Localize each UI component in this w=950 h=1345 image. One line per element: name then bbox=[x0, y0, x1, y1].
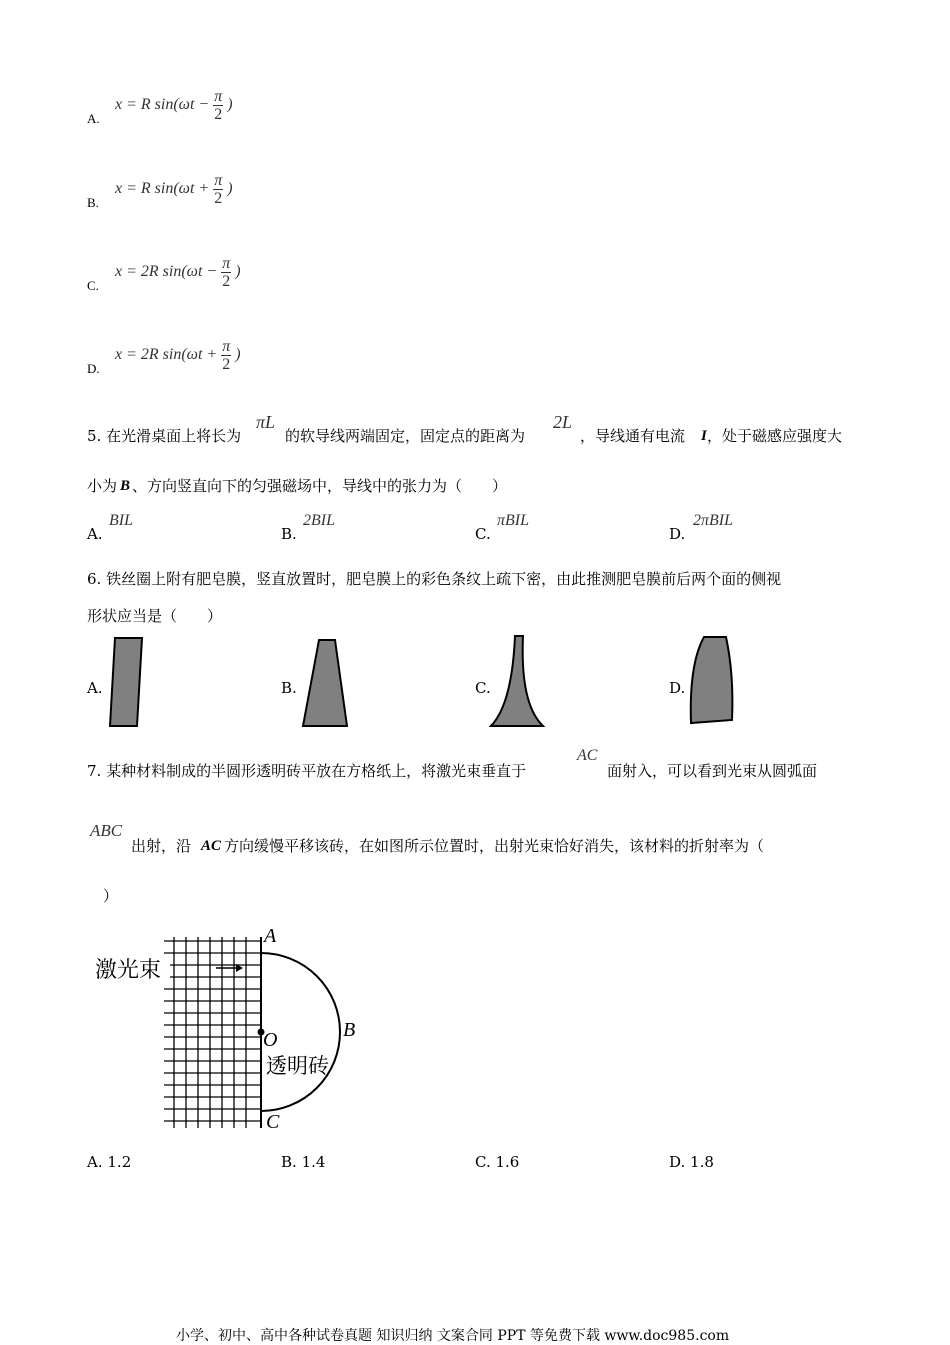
option-label: D. bbox=[669, 525, 686, 543]
q7-text-a: 7. 某种材料制成的半圆形透明砖平放在方格纸上，将激光束垂直于 bbox=[87, 762, 527, 780]
formula bbox=[115, 338, 241, 373]
q5-expr-2l: 2L bbox=[553, 412, 573, 432]
q7-text-close: ） bbox=[103, 887, 119, 905]
formula bbox=[115, 172, 233, 207]
option-value: 1.2 bbox=[107, 1153, 132, 1171]
option-value: BIL bbox=[109, 512, 133, 529]
film-profile bbox=[303, 640, 347, 726]
option-label: A. bbox=[87, 525, 103, 543]
q4-option-c[interactable] bbox=[87, 255, 241, 294]
formula bbox=[115, 255, 241, 290]
film-shape-linear-wedge bbox=[300, 638, 352, 730]
laser-label: 激光束 bbox=[95, 958, 162, 983]
fraction bbox=[221, 338, 231, 373]
fraction bbox=[213, 172, 223, 207]
option-label: A. bbox=[87, 679, 103, 697]
point-a-label: A bbox=[264, 925, 277, 947]
q7-text-c: 出射，沿 bbox=[131, 837, 192, 855]
option-label: C. bbox=[87, 278, 99, 293]
formula-close: ) bbox=[235, 346, 241, 364]
q5-text-f: 、方向竖直向下的匀强磁场中，导线中的张力为（ ） bbox=[132, 477, 508, 495]
grid-paper bbox=[164, 937, 261, 1128]
option-value: πBIL bbox=[497, 512, 530, 529]
q7-text-b: 面射入，可以看到光束从圆弧面 bbox=[607, 762, 818, 780]
q4-option-d[interactable] bbox=[87, 338, 241, 377]
q7-text-d: 方向缓慢平移该砖，在如图所示位置时，出射光束恰好消失，该材料的折射率为（ bbox=[224, 837, 765, 855]
option-value: 1.4 bbox=[301, 1153, 326, 1171]
option-label: B. bbox=[281, 1153, 297, 1171]
point-o-label: O bbox=[263, 1029, 278, 1051]
q4-option-a[interactable] bbox=[87, 88, 233, 127]
q7-figure bbox=[90, 925, 380, 1140]
fraction-numerator: π bbox=[214, 172, 223, 189]
option-label: A. bbox=[87, 1153, 103, 1171]
q5-text-e: 小为 bbox=[87, 477, 118, 495]
point-b-label: B bbox=[343, 1019, 356, 1041]
q7-option-c[interactable] bbox=[475, 1152, 519, 1172]
q5-var-i: I bbox=[701, 428, 707, 444]
formula-main: x = R sin(ωt − bbox=[115, 96, 210, 114]
film-profile bbox=[110, 638, 142, 726]
fraction bbox=[221, 255, 231, 290]
formula-main: x = 2R sin(ωt + bbox=[115, 346, 218, 364]
q6-text-line2: 形状应当是（ ） bbox=[87, 607, 223, 625]
q5-text-d: ，处于磁感应强度大 bbox=[707, 427, 843, 445]
q7-expr-ac: AC bbox=[577, 747, 598, 764]
formula-main: x = R sin(ωt + bbox=[115, 180, 210, 198]
option-label: C. bbox=[475, 679, 491, 697]
q5-var-b: B bbox=[120, 478, 131, 494]
q7-expr-abc: ABC bbox=[90, 821, 123, 840]
option-value: 1.8 bbox=[690, 1153, 714, 1171]
option-label: B. bbox=[281, 679, 297, 697]
q5-text-a: 5. 在光滑桌面上将长为 bbox=[87, 427, 242, 445]
fraction-numerator: π bbox=[222, 255, 231, 272]
q4-option-b[interactable] bbox=[87, 172, 233, 211]
q5-text-b: 的软导线两端固定，固定点的距离为 bbox=[285, 427, 526, 445]
fraction-denominator: 2 bbox=[222, 273, 231, 290]
q6-text-line1: 6. 铁丝圈上附有肥皂膜，竖直放置时，肥皂膜上的彩色条纹上疏下密，由此推测肥皂膜前后两个面的侧视 bbox=[87, 570, 782, 588]
option-label: D. bbox=[669, 1153, 686, 1171]
formula-close: ) bbox=[235, 263, 241, 281]
fraction-numerator: π bbox=[214, 88, 223, 105]
option-label: B. bbox=[281, 525, 297, 543]
option-label: D. bbox=[669, 679, 686, 697]
option-value: 2BIL bbox=[303, 512, 335, 529]
formula-close: ) bbox=[227, 180, 233, 198]
fraction-denominator: 2 bbox=[214, 106, 223, 123]
option-label: A. bbox=[87, 111, 100, 126]
formula-main: x = 2R sin(ωt − bbox=[115, 263, 218, 281]
option-label: C. bbox=[475, 1153, 491, 1171]
q7-option-a[interactable] bbox=[87, 1152, 131, 1172]
page-footer[interactable]: 小学、初中、高中各种试卷真题 知识归纳 文案合同 PPT 等免费下载 www.doc985.com bbox=[176, 1328, 730, 1344]
film-shape-convex-wedge bbox=[686, 634, 736, 728]
fraction-denominator: 2 bbox=[222, 356, 231, 373]
formula bbox=[115, 88, 233, 123]
option-value: 1.6 bbox=[495, 1153, 520, 1171]
film-shape-concave-wedge bbox=[488, 634, 548, 730]
fraction-denominator: 2 bbox=[214, 190, 223, 207]
film-profile bbox=[691, 637, 733, 723]
q5-expr-pil: πL bbox=[256, 412, 276, 432]
film-profile bbox=[491, 636, 543, 726]
fraction bbox=[213, 88, 223, 123]
q7-option-b[interactable] bbox=[281, 1152, 325, 1172]
point-c-label: C bbox=[266, 1111, 280, 1133]
fraction-numerator: π bbox=[222, 338, 231, 355]
q5-text-c: ，导线通有电流 bbox=[580, 427, 686, 445]
option-value: 2πBIL bbox=[693, 512, 734, 529]
q7-option-d[interactable] bbox=[669, 1152, 714, 1172]
formula-close: ) bbox=[227, 96, 233, 114]
option-label: B. bbox=[87, 195, 99, 210]
q7-var-ac: AC bbox=[201, 838, 222, 854]
brick-label: 透明砖 bbox=[266, 1054, 329, 1078]
option-label: D. bbox=[87, 361, 100, 376]
film-shape-uniform bbox=[106, 636, 146, 728]
option-label: C. bbox=[475, 525, 491, 543]
